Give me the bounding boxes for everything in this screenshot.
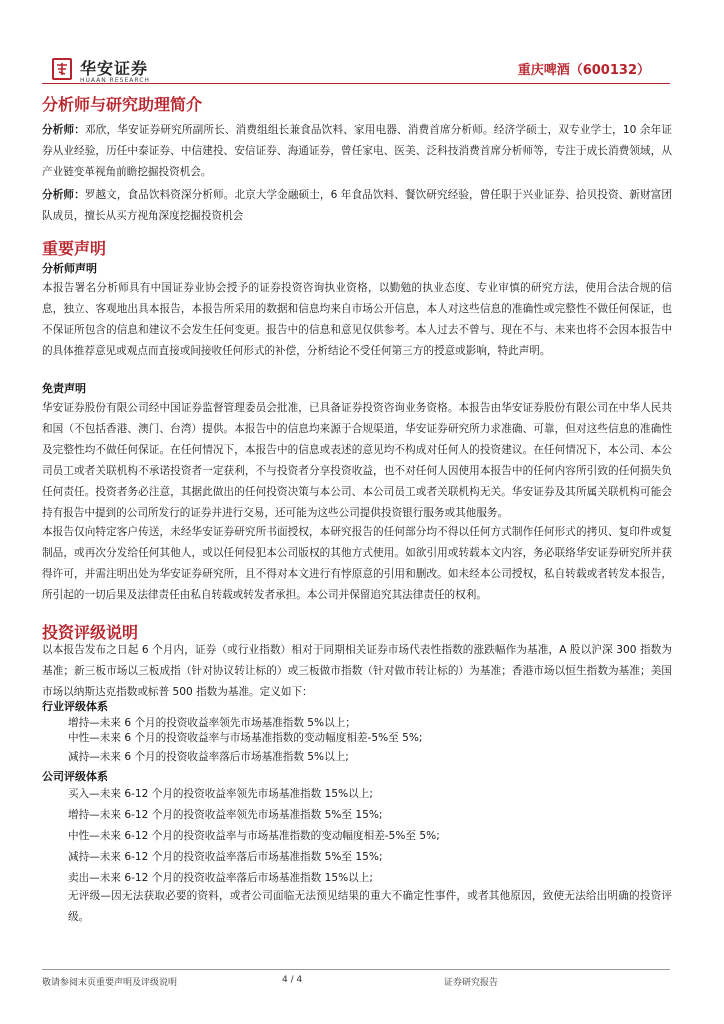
report-title: 重庆啤酒（600132）	[517, 63, 650, 78]
company-logo	[52, 58, 72, 80]
analyst-statement-text: 本报告署名分析师具有中国证券业协会授予的证券投资咨询执业资格，以勤勉的执业态度、专业审慎的研究方法，使用合法合规的信息，独立、客观地出具本报告，本报告所采用的数据和信息均来自市场公开信息，本人对这些信息的准确性或完整性不做任何保证，也不保证所包含的信息和建议不会发生任何变更。报告中的信息和意见仅供参考。本人过去不曾与、现在不与、未来也将不会因本报告中的具体推荐意见或观点而直接或间接收任何形式的补偿，分析结论不受任何第三方的授意或影响，特此声明。	[42, 282, 672, 357]
company-rating-item: 中性—未来 6-12 个月的投资收益率与市场基准指数的变动幅度相差-5%至 5%;	[68, 830, 440, 842]
page-number: 4 / 4	[282, 975, 303, 985]
analysts-section-title: 分析师与研究助理简介	[42, 95, 203, 114]
brand-name-en: HUAAN RESEARCH	[80, 77, 150, 84]
industry-rating-item: 减持—未来 6 个月的投资收益率落后市场基准指数 5%以上;	[68, 751, 349, 763]
rating-section-title: 投资评级说明	[42, 623, 139, 642]
exemption-paragraph-1: 华安证券股份有限公司经中国证券监督管理委员会批准，已具备证券投资咨询业务资格。本报告由华安证券股份有限公司在中华人民共和国（不包括香港、澳门、台湾）提供。本报告中的信息均来源于合规渠道，华安证券研究所力求准确、可靠，但对这些信息的准确性及完整性均不做任何保证。在任何情况下，本报告中的信息或表述的意见均不构成对任何人的投资建议。在任何情况下，本公司、本公司员工或者关联机构不承诺投资者一定获利，不与投资者分享投资收益，也不对任何人因使用本报告中的任何内容所引致的任何损失负任何责任。投资者务必注意，其据此做出的任何投资决策与本公司、本公司员工或者关联机构无关。华安证券及其所属关联机构可能会持有报告中提到的公司所发行的证券并进行交易，还可能为这些公司提供投资银行服务或其他服务。	[42, 402, 672, 519]
exemption-paragraph-2: 本报告仅向特定客户传送，未经华安证券研究所书面授权，本研究报告的任何部分均不得以任何方式制作任何形式的拷贝、复印件或复制品，或再次分发给任何其他人，或以任何侵犯本公司版权的其他方式使用。如欲引用或转载本文内容，务必联络华安证券研究所并获得许可，并需注明出处为华安证券研究所，且不得对本文进行有悖原意的引用和删改。如未经本公司授权，私自转载或者转发本报告，所引起的一切后果及法律责任由私自转载或转发者承担。本公司并保留追究其法律责任的权利。	[42, 526, 672, 601]
company-rating-item: 无评级—因无法获取必要的资料，或者公司面临无法预见结果的重大不确定性事件，或者其他原因，致使无法给出明确的投资评级。	[68, 890, 672, 923]
disclaimer-section-title: 重要声明	[42, 239, 107, 258]
industry-rating-item: 中性—未来 6 个月的投资收益率与市场基准指数的变动幅度相差-5%至 5%;	[68, 732, 423, 744]
analyst-label: 分析师：	[42, 124, 86, 136]
header-divider	[42, 83, 670, 84]
footer-note: 敬请参阅末页重要声明及评级说明	[42, 978, 178, 988]
analyst-statement-title: 分析师声明	[42, 262, 97, 275]
exemption-title: 免责声明	[42, 382, 86, 395]
assistant-bio	[42, 185, 672, 227]
rating-intro: 以本报告发布之日起 6 个月内，证券（或行业指数）相对于同期相关证券市场代表性指数的涨跌幅作为基准，A 股以沪深 300 指数为基准；新三板市场以三板成指（针对协议转让标的）或三板做市指数（针对做市转让标的）为基准；香港市场以恒生指数为基准；美国市场以纳斯达克指数或标普 500 指数为基准。定义如下：	[42, 644, 672, 698]
company-rating-title: 公司评级体系	[42, 770, 108, 783]
seal-icon	[56, 62, 68, 76]
analyst-bio	[42, 120, 672, 183]
assistant-text: 罗越文，食品饮料资深分析师。北京大学金融硕士，6 年食品饮料、餐饮研究经验，曾任职于兴业证券、拾贝投资、新财富团队成员，擅长从买方视角深度挖掘投资机会	[42, 189, 673, 222]
assistant-label: 分析师：	[42, 189, 85, 201]
footer-report-type: 证券研究报告	[444, 978, 499, 988]
page-header	[42, 52, 670, 84]
industry-rating-first-text: 增持—未来 6 个月的投资收益率领先市场基准指数 5%以上；	[68, 717, 356, 729]
company-rating-item: 卖出—未来 6-12 个月的投资收益率落后市场基准指数 15%以上;	[68, 872, 373, 884]
company-rating-item: 减持—未来 6-12 个月的投资收益率落后市场基准指数 5%至 15%;	[68, 851, 383, 863]
industry-rating-title: 行业评级体系	[42, 700, 108, 713]
company-rating-item: 买入—未来 6-12 个月的投资收益率领先市场基准指数 15%以上;	[68, 788, 373, 800]
analyst-text: 邓欣，华安证券研究所副所长、消费组组长兼食品饮料、家用电器、消费首席分析师。经济学硕士，双专业学士，10 余年证券从业经验，历任中泰证券、中信建投、安信证券、海通证券，曾任家电、医美、泛科技消费首席分析师等，专注于成长消费领域，从产业链变革视角前瞻挖掘投资机会。	[42, 124, 673, 178]
brand-name: 华安证券	[80, 59, 149, 78]
company-rating-item: 增持—未来 6-12 个月的投资收益率领先市场基准指数 5%至 15%;	[68, 809, 383, 821]
footer-divider	[42, 969, 670, 970]
